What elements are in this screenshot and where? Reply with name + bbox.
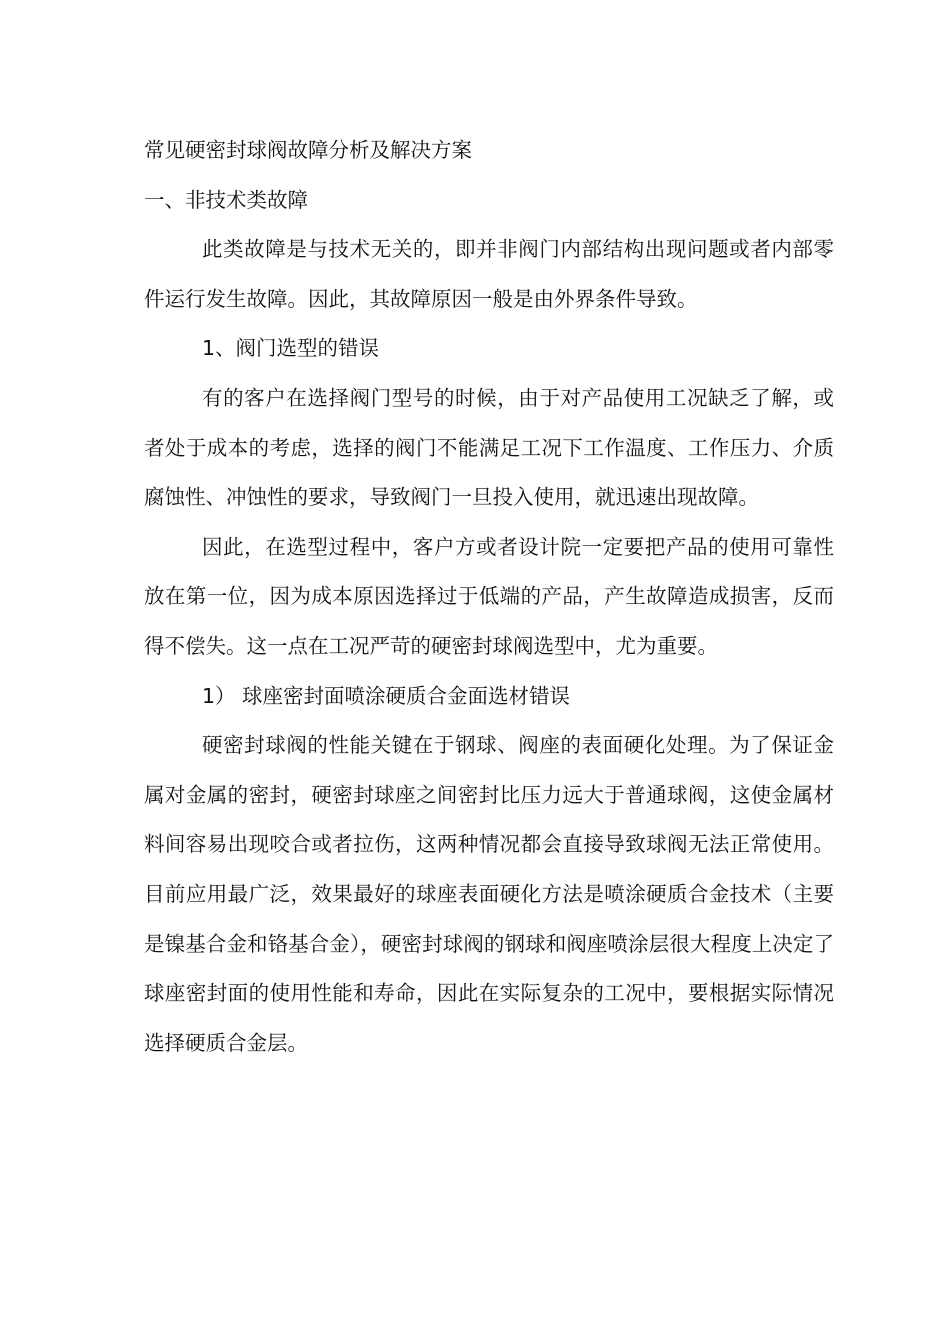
section-heading: 一、非技术类故障: [144, 187, 308, 212]
subsection-heading-1a: 1） 球座密封面喷涂硬质合金面选材错误: [202, 683, 571, 708]
document-title: 常见硬密封球阀故障分析及解决方案: [144, 138, 472, 162]
paragraph-valve-selection: 有的客户在选择阀门型号的时候，由于对产品使用工况缺乏了解，或者处于成本的考虑，选择的阀门不能满足工况下工作温度、工作压力、介质腐蚀性、冲蚀性的要求，导致阀门一旦投入使用，就迅速出现故障。: [144, 385, 834, 510]
subsection-heading-1: 1、阀门选型的错误: [202, 336, 380, 361]
document-body: [144, 126, 834, 1068]
intro-paragraph: 此类故障是与技术无关的，即并非阀门内部结构出现问题或者内部零件运行发生故障。因此，其故障原因一般是由外界条件导致。: [144, 237, 834, 311]
paragraph-selection-reliability: 因此，在选型过程中，客户方或者设计院一定要把产品的使用可靠性放在第一位，因为成本原因选择过于低端的产品，产生故障造成损害，反而得不偿失。这一点在工况严苛的硬密封球阀选型中，尤为重要。: [144, 534, 834, 658]
paragraph-hard-alloy-coating: 硬密封球阀的性能关键在于钢球、阀座的表面硬化处理。为了保证金属对金属的密封，硬密封球座之间密封比压力远大于普通球阀，这使金属材料间容易出现咬合或者拉伤，这两种情况都会直接导致球阀无法正常使用。目前应用最广泛，效果最好的球座表面硬化方法是喷涂硬质合金技术（主要是镍基合金和铬基合金），硬密封球阀的钢球和阀座喷涂层很大程度上决定了球座密封面的使用性能和寿命，因此在实际复杂的工况中，要根据实际情况选择硬质合金层。: [144, 733, 834, 1055]
